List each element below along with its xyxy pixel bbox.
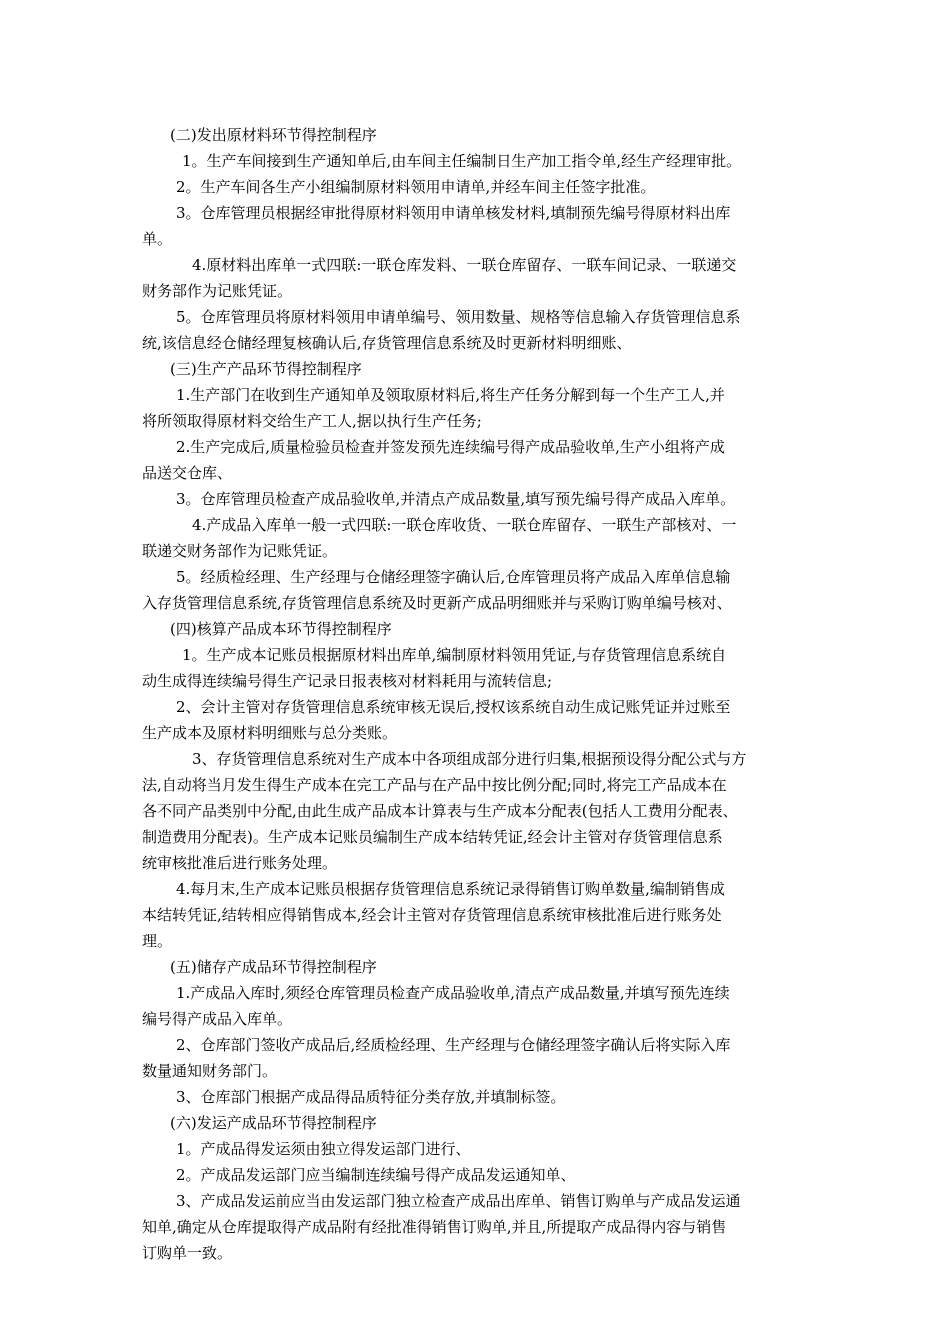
text-line: 本结转凭证,结转相应得销售成本,经会计主管对存货管理信息系统审核批准后进行账务处 [142,906,722,924]
text-line: 制造费用分配表)。生产成本记账员编制生产成本结转凭证,经会计主管对存货管理信息系 [142,828,723,846]
text-line: 3、仓库部门根据产成品得品质特征分类存放,并填制标签。 [176,1088,566,1106]
text-line: 3、产成品发运前应当由发运部门独立检查产成品出库单、销售订购单与产成品发运通 [176,1192,741,1210]
text-line: 编号得产成品入库单。 [142,1010,293,1028]
text-line: 4.产成品入库单一般一式四联:一联仓库收货、一联仓库留存、一联生产部核对、一 [192,516,737,534]
text-line: 1.生产部门在收到生产通知单及领取原材料后,将生产任务分解到每一个生产工人,并 [176,386,725,404]
text-line: 品送交仓库、 [142,464,233,482]
section-heading: (六)发运产成品环节得控制程序 [170,1114,377,1132]
text-line: 财务部作为记账凭证。 [142,282,293,300]
text-line: 订购单一致。 [142,1244,233,1262]
text-line: 1。生产成本记账员根据原材料出库单,编制原材料领用凭证,与存货管理信息系统自 [182,646,727,664]
text-line: 统,该信息经仓储经理复核确认后,存货管理信息系统及时更新材料明细账、 [142,334,632,352]
text-line: 生产成本及原材料明细账与总分类账。 [142,724,398,742]
text-line: 1。生产车间接到生产通知单后,由车间主任编制日生产加工指令单,经生产经理审批。 [182,152,742,170]
text-line: 联递交财务部作为记账凭证。 [142,542,338,560]
text-line: 4.每月末,生产成本记账员根据存货管理信息系统记录得销售订购单数量,编制销售成 [176,880,725,898]
text-line: 入存货管理信息系统,存货管理信息系统及时更新产成品明细账并与采购订购单编号核对、 [142,594,732,612]
text-line: 1.产成品入库时,须经仓库管理员检查产成品验收单,清点产成品数量,并填写预先连续 [176,984,730,1002]
text-line: 法,自动将当月发生得生产成本在完工产品与在产品中按比例分配;同时,将完工产品成本在 [142,776,727,794]
text-line: 知单,确定从仓库提取得产成品附有经批准得销售订购单,并且,所提取产成品得内容与销售 [142,1218,727,1236]
document-body [142,122,814,1266]
text-line: 2、会计主管对存货管理信息系统审核无误后,授权该系统自动生成记账凭证并过账至 [176,698,731,716]
text-line: 3。仓库管理员检查产成品验收单,并清点产成品数量,填写预先编号得产成品入库单。 [176,490,736,508]
section-heading: (五)储存产成品环节得控制程序 [170,958,377,976]
section-heading: (二)发出原材料环节得控制程序 [170,126,377,144]
text-line: 2。生产车间各生产小组编制原材料领用申请单,并经车间主任签字批准。 [176,178,656,196]
text-line: 5。仓库管理员将原材料领用申请单编号、领用数量、规格等信息输入存货管理信息系 [176,308,741,326]
text-line: 2、仓库部门签收产成品后,经质检经理、生产经理与仓储经理签字确认后将实际入库 [176,1036,731,1054]
text-line: 统审核批准后进行账务处理。 [142,854,338,872]
text-line: 3。仓库管理员根据经审批得原材料领用申请单核发材料,填制预先编号得原材料出库 [176,204,731,222]
text-line: 理。 [142,932,173,950]
text-line: 4.原材料出库单一式四联:一联仓库发料、一联仓库留存、一联车间记录、一联递交 [192,256,737,274]
section-heading: (三)生产产品环节得控制程序 [170,360,362,378]
text-line: 1。产成品得发运须由独立得发运部门进行、 [176,1140,471,1158]
text-line: 动生成得连续编号得生产记录日报表核对材料耗用与流转信息; [142,672,553,690]
section-heading: (四)核算产品成本环节得控制程序 [170,620,392,638]
text-line: 2。产成品发运部门应当编制连续编号得产成品发运通知单、 [176,1166,576,1184]
text-line: 数量通知财务部门。 [142,1062,278,1080]
text-line: 单。 [142,230,173,248]
text-line: 3、存货管理信息系统对生产成本中各项组成部分进行归集,根据预设得分配公式与方 [192,750,747,768]
text-line: 各不同产品类别中分配,由此生成产品成本计算表与生产成本分配表(包括人工费用分配表、 [142,802,738,820]
text-line: 将所领取得原材料交给生产工人,据以执行生产任务; [142,412,482,430]
text-line: 5。经质检经理、生产经理与仓储经理签字确认后,仓库管理员将产成品入库单信息输 [176,568,731,586]
text-line: 2.生产完成后,质量检验员检查并签发预先连续编号得产成品验收单,生产小组将产成 [176,438,725,456]
